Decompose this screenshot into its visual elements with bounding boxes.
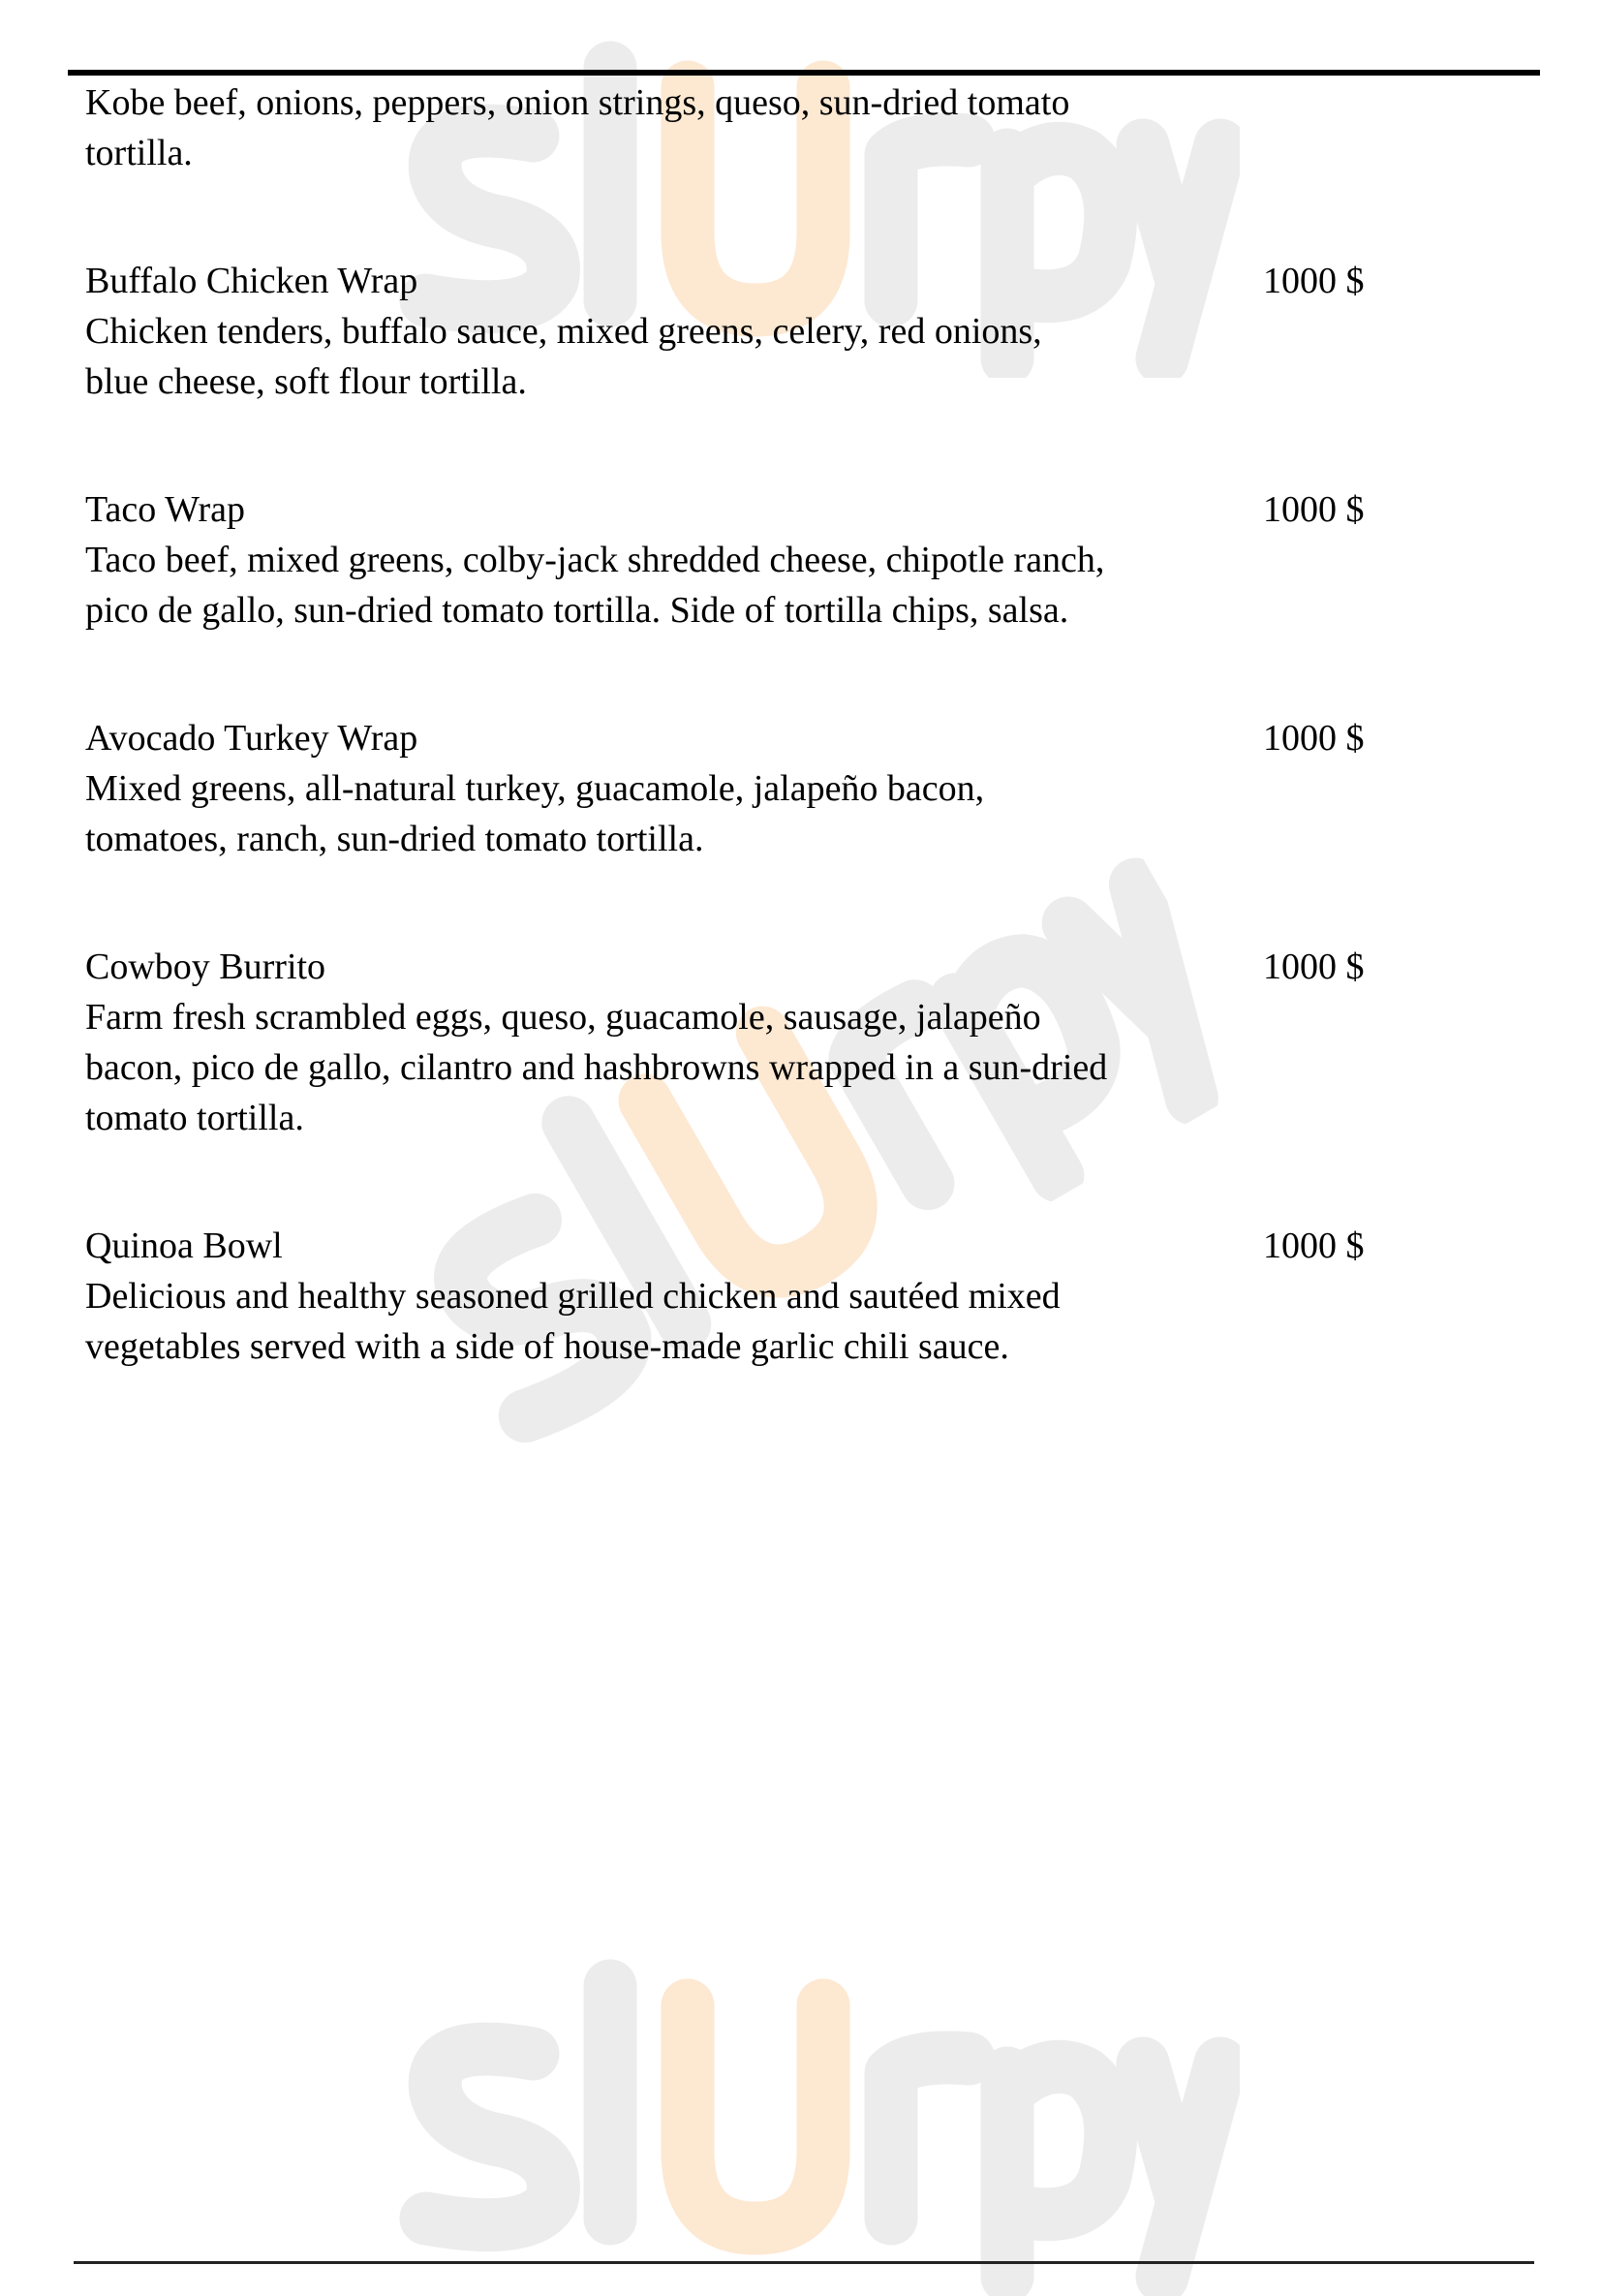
continued-description: Kobe beef, onions, peppers, onion strings, queso, sun-dried tomato tortilla. (85, 82, 1070, 173)
item-price: 1000 $ (1263, 489, 1365, 530)
item-description: Mixed greens, all-natural turkey, guacamole, jalapeño bacon, tomatoes, ranch, sun-dried tomato tortilla. (85, 768, 985, 859)
top-divider (68, 70, 1540, 76)
item-price: 1000 $ (1263, 261, 1365, 301)
menu-item (85, 256, 1538, 407)
item-description: Farm fresh scrambled eggs, queso, guacamole, sausage, jalapeño bacon, pico de gallo, cilantro and hashbrowns wrapped in a sun-dried tomato tortilla. (85, 997, 1108, 1138)
menu-list (85, 78, 1538, 1449)
item-description: Chicken tenders, buffalo sauce, mixed greens, celery, red onions, blue cheese, soft flour tortilla. (85, 311, 1042, 402)
watermark-logo (368, 1947, 1240, 2296)
item-name: Quinoa Bowl (85, 1226, 283, 1266)
item-price: 1000 $ (1263, 718, 1365, 759)
item-name: Taco Wrap (85, 489, 245, 530)
item-price: 1000 $ (1263, 1226, 1365, 1266)
menu-item (85, 484, 1538, 636)
continued-item (85, 78, 1538, 178)
item-name: Cowboy Burrito (85, 946, 326, 987)
item-description: Delicious and healthy seasoned grilled chicken and sautéed mixed vegetables served with a side of house-made garlic chili sauce. (85, 1276, 1061, 1367)
item-price: 1000 $ (1263, 946, 1365, 987)
item-name: Avocado Turkey Wrap (85, 718, 418, 759)
item-name: Buffalo Chicken Wrap (85, 261, 418, 301)
bottom-divider (74, 2261, 1534, 2264)
item-description: Taco beef, mixed greens, colby-jack shredded cheese, chipotle ranch, pico de gallo, sun-dried tomato tortilla. Side of tortilla chips, salsa. (85, 540, 1105, 631)
menu-item (85, 942, 1538, 1143)
menu-item (85, 713, 1538, 864)
menu-item (85, 1221, 1538, 1372)
